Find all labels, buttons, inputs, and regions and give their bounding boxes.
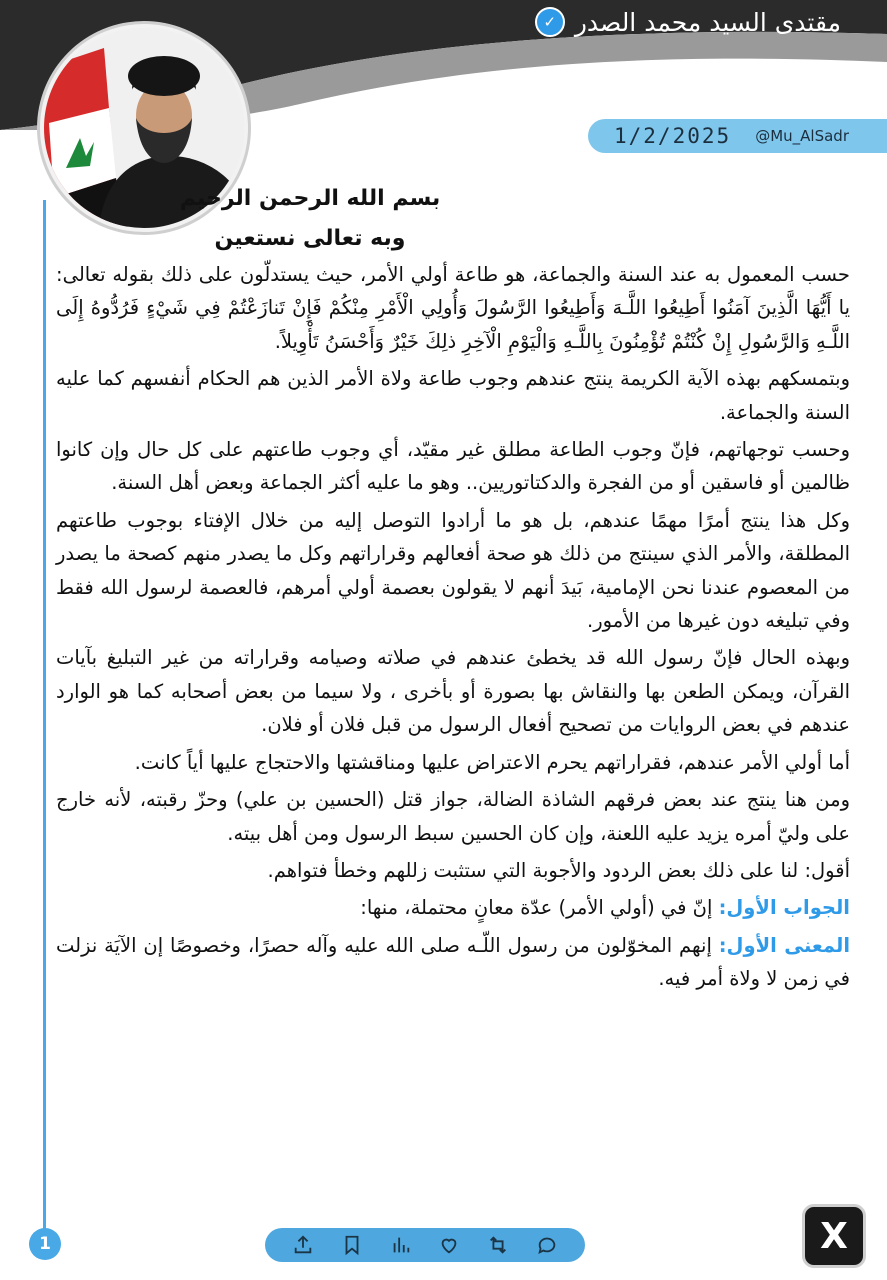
handle-date-pill xyxy=(588,119,887,153)
meaning-text: إنهم المخوّلون من رسول اللّـه صلى الله عليه وآله حصرًا، وخصوصًا إن الآيَة نزلت في زمن لا ولاة أمر فيه. xyxy=(56,933,850,991)
reply-icon[interactable] xyxy=(535,1233,559,1257)
post-date: 1/2/2025 xyxy=(614,124,732,148)
share-icon[interactable] xyxy=(291,1233,315,1257)
answer-label: الجواب الأول: xyxy=(718,896,850,920)
account-name: مقتدى السيد محمد الصدر xyxy=(574,7,841,37)
paragraph-2: وبتمسكهم بهذه الآية الكريمة ينتج عندهم وجوب طاعة ولاة الأمر الذين هم الحكام أنفسهم كما عليه السنة والجماعة. xyxy=(56,367,850,424)
views-icon[interactable] xyxy=(389,1233,413,1257)
like-icon[interactable] xyxy=(437,1233,461,1257)
post-action-bar xyxy=(265,1228,585,1262)
paragraph-5: وبهذه الحال فإنّ رسول الله قد يخطئ عندهم في صلاته وصيامه وقراراته من غير التبليغ بآيات القرآن، ويمكن الطعن بها والنقاش بها بصورة أو بأخرى ، ولا سيما من بعض أصحابه كما هو الوارد عندهم في بعض الروايات من تصحيح أفعال الرسول من قبل فلان أو فلان. xyxy=(56,646,850,737)
account-handle[interactable]: @Mu_AlSadr xyxy=(755,127,849,145)
paragraph-7: ومن هنا ينتج عند بعض فرقهم الشاذة الضالة، جواز قتل (الحسين بن علي) وحزّ رقبته، لأنه خارج على وليّ أمره يزيد عليه اللعنة، وإن كان الحسين سبط الرسول ومن أهل بيته. xyxy=(56,788,850,845)
post-body xyxy=(56,258,850,1000)
paragraph-4: وكل هذا ينتج أمرًا مهمًا عندهم، بل هو ما أرادوا التوصل إليه من خلال الإفتاء بوجوب طاعتهم المطلقة، والأمر الذي سينتج من ذلك هو صحة أفعالهم وقراراتهم وكل ما يصدر منهم كصحة ما يصدر من المعصوم عندنا نحن الإمامية، بَيدَ أنهم لا يقولون بعصمة أولي أمرهم، فالعصمة لرسول الله فقط وفي تبليغه دون غيرها من الأمور. xyxy=(56,508,850,633)
verified-badge-icon: ✓ xyxy=(535,7,565,37)
repost-icon[interactable] xyxy=(486,1233,510,1257)
basmala-heading: بسم الله الرحمن الرحيم xyxy=(179,186,441,211)
answer-paragraph xyxy=(56,891,850,924)
thread-rail xyxy=(43,200,46,1240)
page-number-badge: 1 xyxy=(29,1228,61,1260)
meaning-label: المعنى الأول: xyxy=(718,933,850,957)
account-name-row xyxy=(535,2,841,42)
paragraph-1: حسب المعمول به عند السنة والجماعة، هو طاعة أولي الأمر، حيث يستدلّون على ذلك بقوله تعالى: يا أَيُّهَا الَّذِينَ آمَنُوا أَطِيعُوا اللَّـهَ وَأَطِيعُوا الرَّسُولَ وَأُولِي الْأَمْرِ مِنْكُمْ فَإِنْ تَنازَعْتُمْ فِي شَيْءٍ فَرُدُّوهُ إِلَى اللَّـهِ وَالرَّسُولِ إِنْ كُنْتُمْ تُؤْمِنُونَ بِاللَّـهِ وَالْيَوْمِ الْآخِرِ ذلِكَ خَيْرٌ وَأَحْسَنُ تَأْوِيلاً. xyxy=(56,263,850,353)
meaning-paragraph xyxy=(56,929,850,996)
answer-text: إنّ في (أولي الأمر) عدّة معانٍ محتملة، منها: xyxy=(360,896,719,920)
subtitle-heading: وبه تعالى نستعين xyxy=(214,226,406,251)
x-logo-icon: X xyxy=(802,1204,866,1268)
paragraph-6: أما أولي الأمر عندهم، فقراراتهم يحرم الاعتراض عليها ومناقشتها والاحتجاج عليها أياً كانت. xyxy=(134,750,850,774)
paragraph-8: أقول: لنا على ذلك بعض الردود والأجوبة التي ستثبت زللهم وخطأ فتواهم. xyxy=(267,858,850,882)
bookmark-icon[interactable] xyxy=(340,1233,364,1257)
paragraph-3: وحسب توجهاتهم، فإنّ وجوب الطاعة مطلق غير مقيّد، أي وجوب طاعتهم على كل حال وإن كانوا ظالمين أو فاسقين أو من الفجرة والدكتاتوريين.. وهو ما عليه أكثر الجماعة وبعض أهل السنة. xyxy=(56,438,850,495)
